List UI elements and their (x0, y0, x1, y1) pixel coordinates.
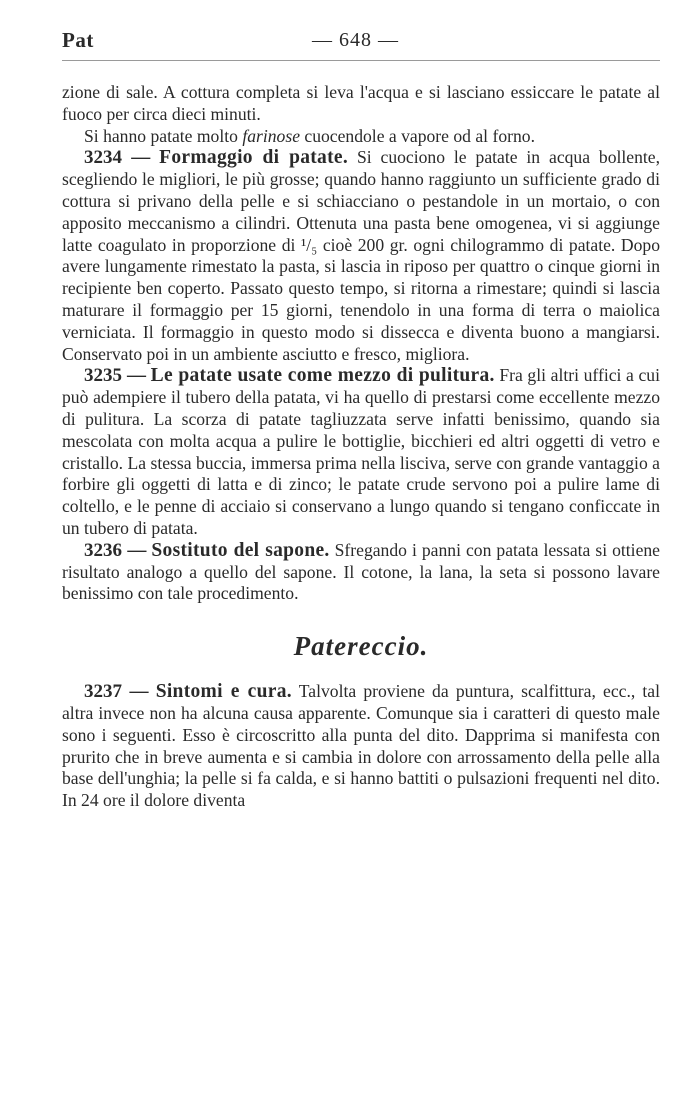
entry-text: Talvolta proviene da puntura, scalfittura, ecc., tal altra invece non ha alcuna causa apparente. Comunque sia i caratteri di questo male sono i seguenti. Esso è circoscritto alla punta del dito. Dapprima si manifesta con prurito che in breve aumenta e si cambia in dolore con arrossamento della pelle alla base dell'unghia; la pelle si fa calda, e si hanno battiti o pulsazioni frequenti nel dito. In 24 ore il dolore diventa (62, 681, 660, 811)
page-header (62, 28, 660, 62)
entry-heading: Sintomi e cura. (155, 681, 292, 703)
entry-3234 (62, 147, 660, 365)
entry-heading: Le patate usate come mezzo di pulitura. (150, 365, 495, 387)
entry-number: 3237 — (84, 681, 149, 703)
entry-number: 3234 — (84, 147, 151, 169)
entry-heading: Formaggio di patate. (159, 147, 349, 169)
page-number: — 648 — (312, 29, 399, 51)
paragraph-text: Si hanno patate molto (84, 125, 243, 146)
paragraph-continuation (62, 82, 660, 126)
entry-3235 (62, 365, 660, 539)
entry-text: Si cuociono le patate in acqua bollente, scegliendo le migliori, le più grosse; quando hanno raggiunto un sufficiente grado di cottura si privano della pelle e si schiacciano o pestandole in un mortaio, o con apposito meccanismo a cilindri. Ottenuta una pasta bene omogenea, vi si aggiunge latte coagulato in proporzione di ¹/₅ cioè 200 gr. ogni chilogrammo di patate. Dopo avere lungamente rimestato la pasta, si lascia in riposo per quattro o cinque giorni in recipiente ben coperto. Passato questo tempo, si ritorna a rimestare; quindi si lascia maturare il formaggio per 15 giorni, tenendolo in una forma di terra o maiolica verniciata. Il formaggio in questo modo si dissecca e diventa buono a mangiarsi. Conservato poi in un ambiente asciutto e fresco, migliora. (62, 147, 661, 364)
section-title: Patereccio. (293, 631, 429, 662)
paragraph-text: cuocendole a vapore od al forno. (300, 125, 535, 146)
entry-number: 3236 — (84, 539, 147, 561)
entry-heading: Sostituto del sapone. (151, 539, 330, 561)
entry-3237 (62, 681, 660, 812)
running-head: Pat (62, 28, 94, 52)
header-rule (62, 60, 660, 61)
body-text (62, 82, 660, 812)
italic-word: farinose (242, 125, 300, 146)
entry-text: Fra gli altri uffici a cui può adempiere il tubero della patata, vi ha quello di prestarsi come eccellente mezzo di pulitura. La scorza di patate tagliuzzata serve infatti benissimo, quando sia mescolata con molta acqua a pulire le bottiglie, bicchieri ed altri oggetti di vetro e cristallo. La stessa buccia, immersa prima nella lisciva, serve con grande vantaggio a forbire gli oggetti di latta e di zinco; le patate crude servono poi a pulire lame di coltello, e le penne di acciaio si conservano a lungo quando si tengano conficcate in un tubero di patata. (62, 365, 660, 538)
book-page (62, 28, 660, 62)
paragraph-text: zione di sale. A cottura completa si leva l'acqua e si lasciano essiccare le patate al fuoco per circa dieci minuti. (62, 82, 660, 124)
paragraph-steam-cooking (62, 126, 660, 148)
entry-number: 3235 — (84, 365, 146, 387)
entry-text: Sfregando i panni con patata lessata si ottiene risultato analogo a quello del sapone. Il cotone, la lana, la seta si possono lavare benissimo con tale procedimento. (62, 539, 660, 604)
entry-3236 (62, 540, 660, 605)
